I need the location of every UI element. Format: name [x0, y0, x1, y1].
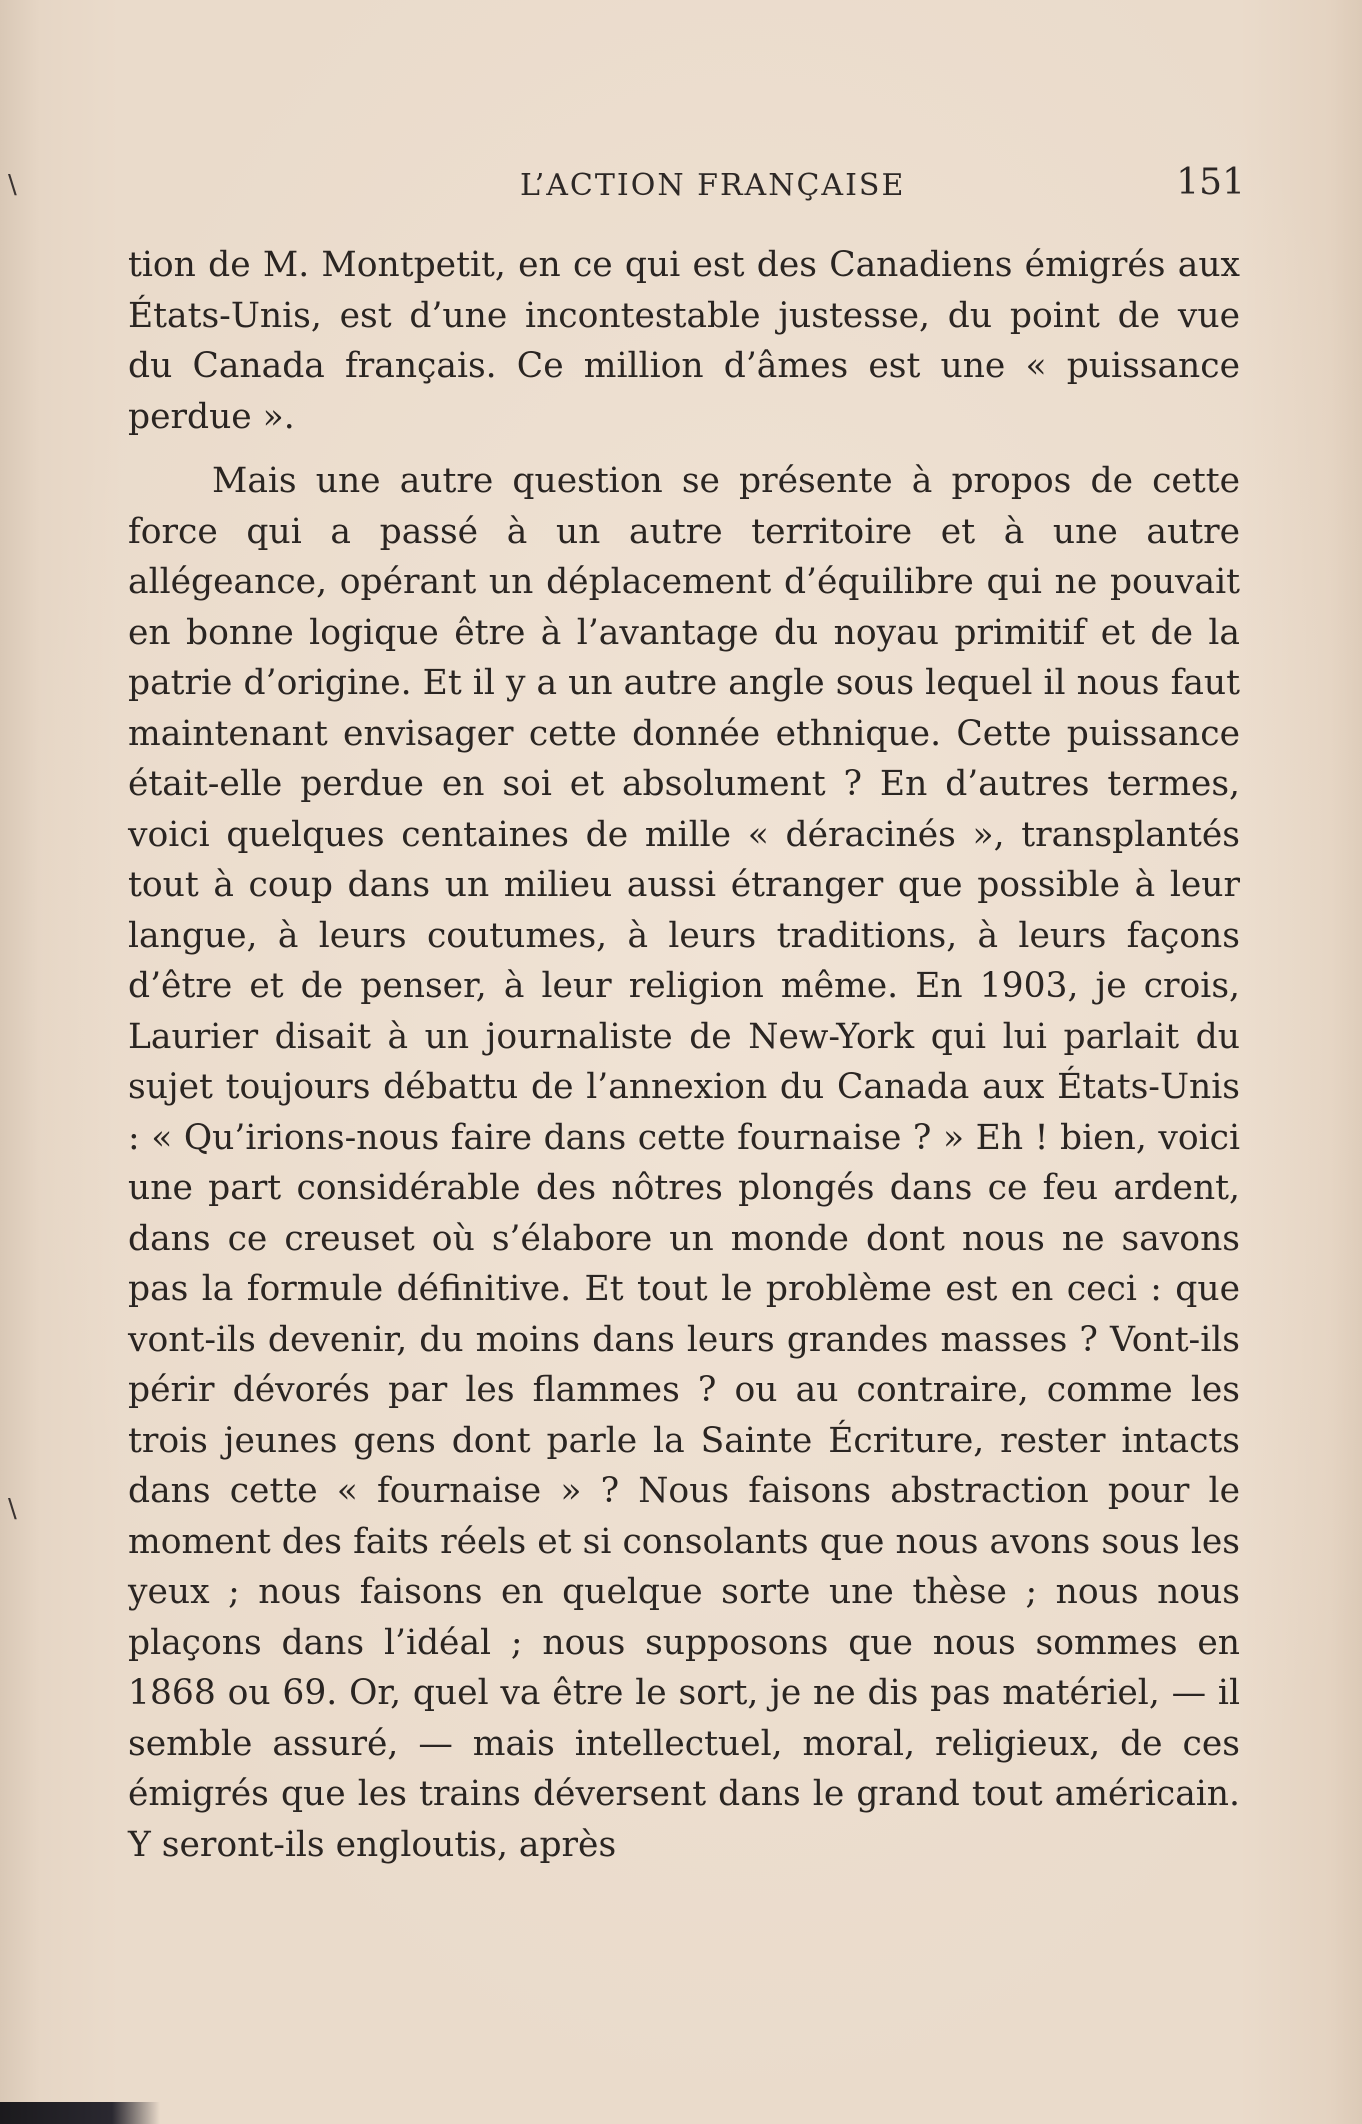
- paragraph-1: tion de M. Montpetit, en ce qui est des Canadiens émigrés aux États-Unis, est d’une incontestable justesse, du point de vue du Canada français. Ce million d’âmes est une « puissance perdue ».: [128, 245, 1240, 437]
- scan-edge-shadow: [0, 2102, 160, 2124]
- paragraph-2: Mais une autre question se présente à propos de cette force qui a passé à un autre territoire et à une autre allégeance, opérant un déplacement d’équilibre qui ne pouvait en bonne logique être à l’avantage du noyau primitif et de la patrie d’origine. Et il y a un autre angle sous lequel il nous faut maintenant envisager cette donnée ethnique. Cette puissance était-elle perdue en soi et absolument ? En d’autres termes, voici quelques centaines de mille « déracinés », transplantés tout à coup dans un milieu aussi étranger que possible à leur langue, à leurs coutumes, à leurs traditions, à leurs façons d’être et de penser, à leur religion même. En 1903, je crois, Laurier disait à un journaliste de New-York qui lui parlait du sujet toujours débattu de l’annexion du Canada aux États-Unis : « Qu’irions-nous faire dans cette fournaise ? » Eh ! bien, voici une part considérable des nôtres plongés dans ce feu ardent, dans ce creuset où s’élabore un monde dont nous ne savons pas la formule définitive. Et tout le problème est en ceci : que vont-ils devenir, du moins dans leurs grandes masses ? Vont-ils périr dévorés par les flammes ? ou au contraire, comme les trois jeunes gens dont parle la Sainte Écriture, rester intacts dans cette « fournaise » ? Nous faisons abstraction pour le moment des faits réels et si consolants que nous avons sous les yeux ; nous faisons en quelque sorte une thèse ; nous nous plaçons dans l’idéal ; nous supposons que nous sommes en 1868 ou 69. Or, quel va être le sort, je ne dis pas matériel, — il semble assuré, — mais intellectuel, moral, religieux, de ces émigrés que les trains déversent dans le grand tout américain. Y seront-ils engloutis, après: [128, 461, 1240, 1865]
- page-number: 151: [1176, 162, 1245, 203]
- running-head: L’ACTION FRANÇAISE: [520, 168, 906, 203]
- margin-mark-mid: \: [8, 1494, 17, 1524]
- page-header: [120, 162, 1245, 222]
- body-text: [128, 240, 1240, 1870]
- margin-mark-top: \: [8, 170, 17, 200]
